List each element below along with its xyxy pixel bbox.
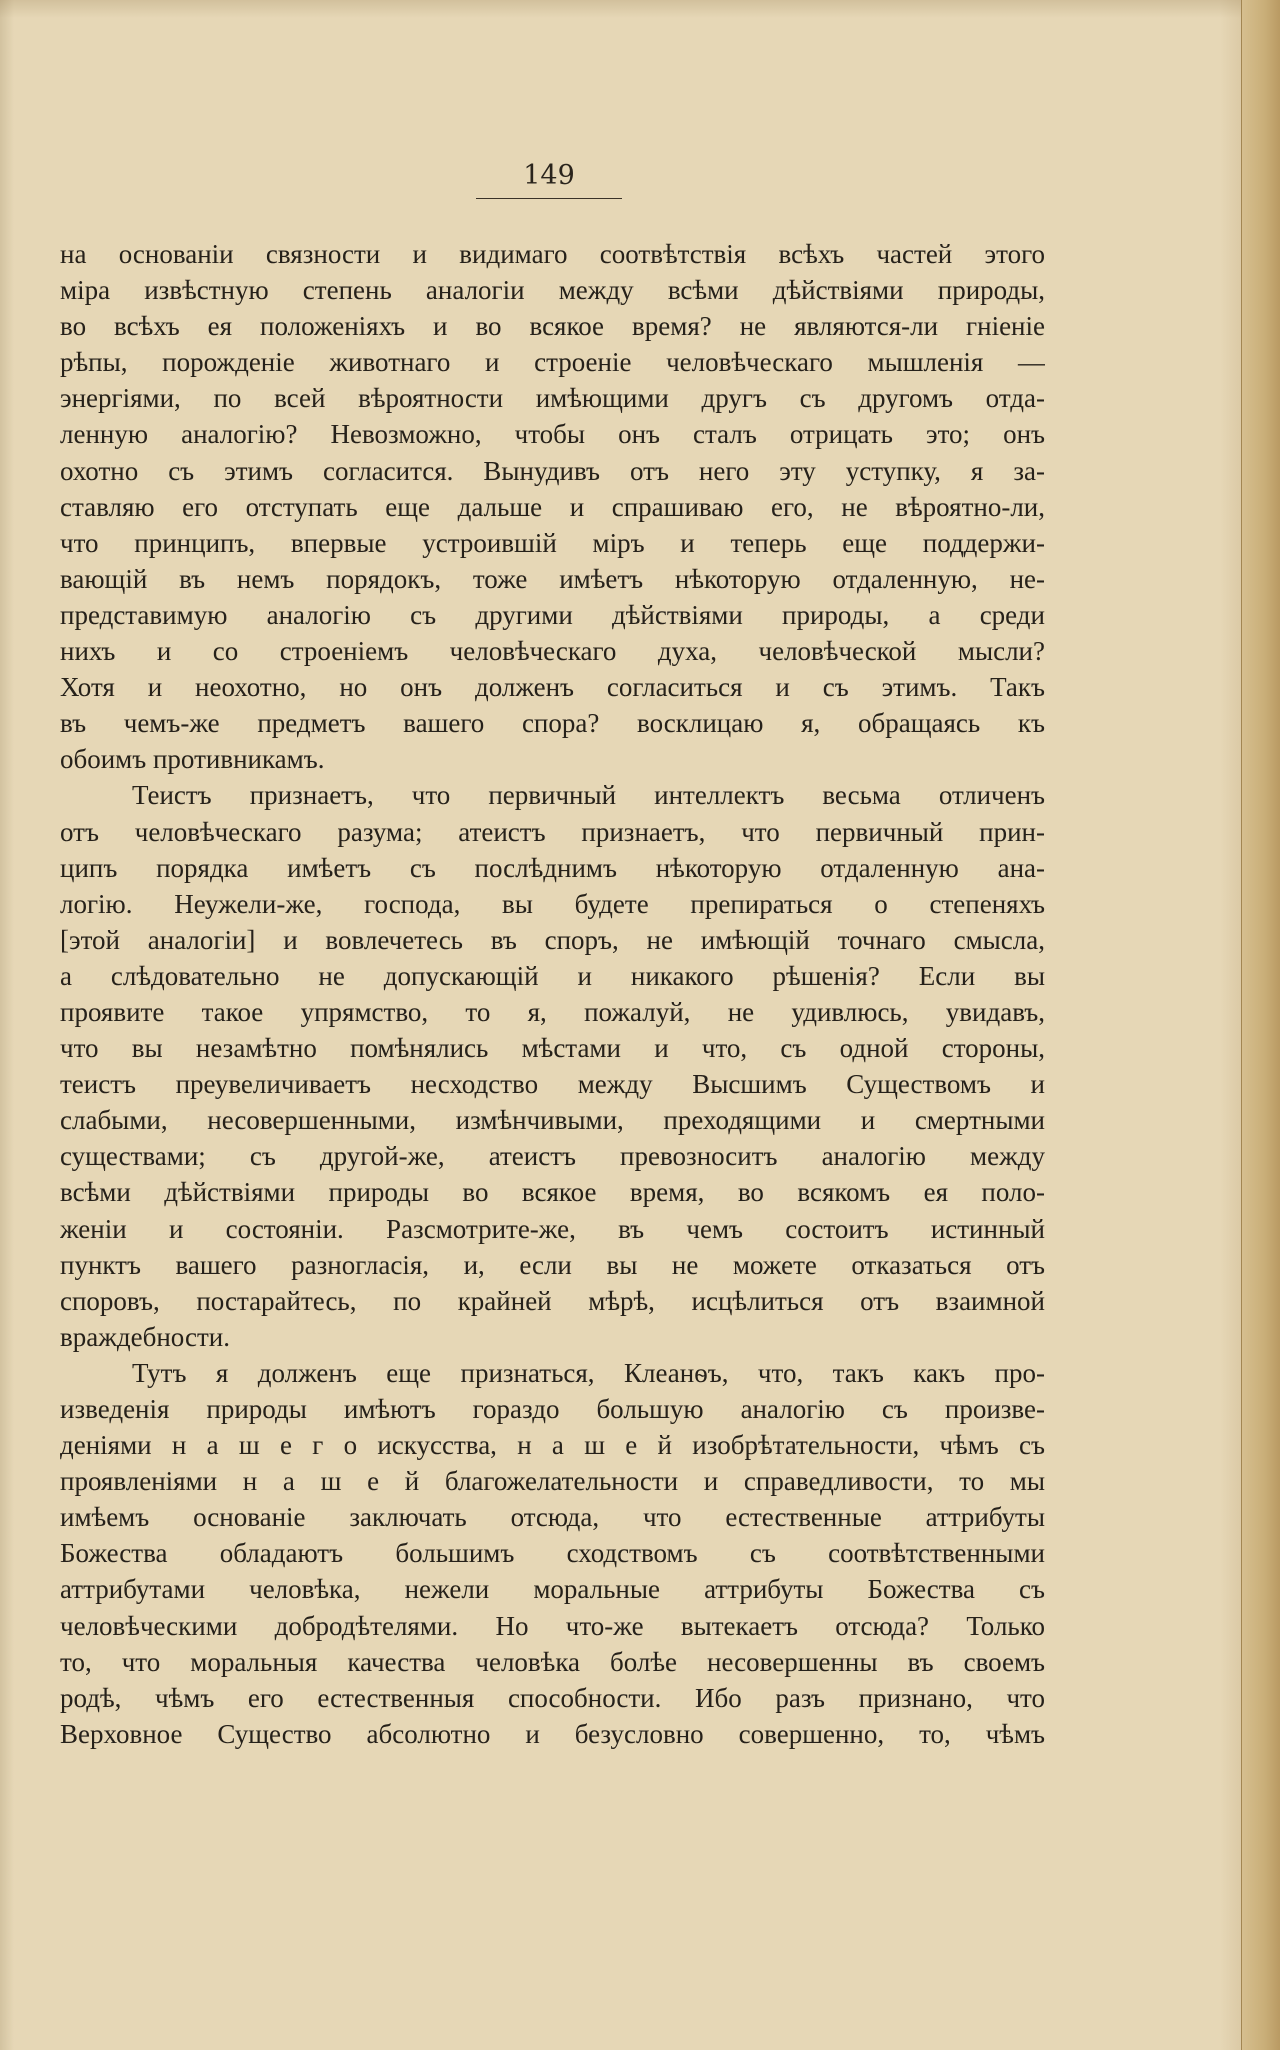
text-line: ленную аналогію? Невозможно, чтобы онъ сталъ отрицать это; онъ xyxy=(60,419,1045,450)
paragraph-3 xyxy=(60,1355,1045,1752)
text-line: деніями н а ш е г о искусства, н а ш е й изобрѣтательности, чѣмъ съ xyxy=(60,1430,1045,1461)
text-line: [этой аналогіи] и вовлечетесь въ споръ, не имѣющій точнаго смысла, xyxy=(60,924,1045,955)
text-line: пунктъ вашего разногласія, и, если вы не можете отказаться отъ xyxy=(60,1249,1045,1280)
text-line: во всѣхъ ея положеніяхъ и во всякое время? не являются-ли гніеніе xyxy=(60,311,1045,342)
text-line: враждебности. xyxy=(60,1321,230,1352)
text-line: Тутъ я долженъ еще признаться, Клеанѳъ, что, такъ какъ про- xyxy=(132,1357,1045,1388)
text-line: Теистъ признаетъ, что первичный интеллектъ весьма отличенъ xyxy=(132,780,1045,811)
text-line: то, что моральныя качества человѣка болѣе несовершенны въ своемъ xyxy=(60,1646,1045,1677)
text-line: ставляю его отступать еще дальше и спрашиваю его, не вѣроятно-ли, xyxy=(60,491,1045,522)
text-line: отъ человѣческаго разума; атеистъ признаетъ, что первичный прин- xyxy=(60,816,1045,847)
text-line: нихъ и со строеніемъ человѣческаго духа, человѣческой мысли? xyxy=(60,636,1045,667)
page-number: 149 xyxy=(523,160,575,191)
text-line: обоимъ противникамъ. xyxy=(60,744,325,775)
text-line: на основаніи связности и видимаго соотвѣтствія всѣхъ частей этого xyxy=(60,239,1045,269)
text-line: аттрибутами человѣка, нежели моральные аттрибуты Божества съ xyxy=(60,1574,1045,1605)
text-line: вающій въ немъ порядокъ, тоже имѣетъ нѣкоторую отдаленную, не- xyxy=(60,563,1045,594)
text-line: представимую аналогію съ другими дѣйствіями природы, а среди xyxy=(60,599,1045,630)
header-rule xyxy=(476,198,622,199)
page-header xyxy=(476,160,622,199)
page-edge-shadow xyxy=(1241,0,1280,2050)
text-line: теистъ преувеличиваетъ несходство между Высшимъ Существомъ и xyxy=(60,1069,1045,1100)
text-line: человѣческими добродѣтелями. Но что-же вытекаетъ отсюда? Только xyxy=(60,1610,1045,1641)
text-line: Хотя и неохотно, но онъ долженъ согласиться и съ этимъ. Такъ xyxy=(60,672,1045,703)
text-line: что принципъ, впервые устроившій міръ и теперь еще поддержи- xyxy=(60,527,1045,558)
text-line: существами; съ другой-же, атеистъ превозноситъ аналогію между xyxy=(60,1141,1045,1172)
paragraph-2 xyxy=(60,777,1045,1355)
text-line: охотно съ этимъ согласится. Вынудивъ отъ него эту уступку, я за- xyxy=(60,455,1045,486)
text-line: женіи и состояніи. Разсмотрите-же, въ чемъ состоитъ истинный xyxy=(60,1213,1045,1244)
text-line: имѣемъ основаніе заключать отсюда, что естественные аттрибуты xyxy=(60,1502,1045,1533)
text-line: рѣпы, порожденіе животнаго и строеніе человѣческаго мышленія — xyxy=(60,347,1045,378)
text-line: Верховное Существо абсолютно и безусловно совершенно, то, чѣмъ xyxy=(60,1718,1045,1749)
text-line: Божества обладаютъ большимъ сходствомъ съ соотвѣтственными xyxy=(60,1538,1045,1569)
text-line: что вы незамѣтно помѣнялись мѣстами и что, съ одной стороны, xyxy=(60,1033,1045,1064)
text-line: изведенія природы имѣютъ гораздо большую аналогію съ произве- xyxy=(60,1394,1045,1424)
text-line: энергіями, по всей вѣроятности имѣющими другъ съ другомъ отда- xyxy=(60,383,1045,414)
text-line: родѣ, чѣмъ его естественныя способности. Ибо разъ признано, что xyxy=(60,1682,1045,1713)
text-line: проявите такое упрямство, то я, пожалуй, не удивлюсь, увидавъ, xyxy=(60,996,1045,1027)
text-line: всѣми дѣйствіями природы во всякое время, во всякомъ ея поло- xyxy=(60,1177,1045,1208)
text-line: логію. Неужели-же, господа, вы будете препираться о степеняхъ xyxy=(60,888,1045,919)
text-line: споровъ, постарайтесь, по крайней мѣрѣ, исцѣлиться отъ взаимной xyxy=(60,1285,1045,1316)
text-line: въ чемъ-же предметъ вашего спора? восклицаю я, обращаясь къ xyxy=(60,708,1045,739)
body-text xyxy=(60,236,1045,1752)
text-line: ципъ порядка имѣетъ съ послѣднимъ нѣкоторую отдаленную ана- xyxy=(60,852,1045,883)
text-line: проявленіями н а ш е й благожелательности и справедливости, то мы xyxy=(60,1466,1045,1497)
text-line: міра извѣстную степень аналогіи между всѣми дѣйствіями природы, xyxy=(60,275,1045,306)
text-line: а слѣдовательно не допускающій и никакого рѣшенія? Если вы xyxy=(60,960,1045,991)
paragraph-1 xyxy=(60,236,1045,777)
text-line: слабыми, несовершенными, измѣнчивыми, преходящими и смертными xyxy=(60,1105,1045,1136)
